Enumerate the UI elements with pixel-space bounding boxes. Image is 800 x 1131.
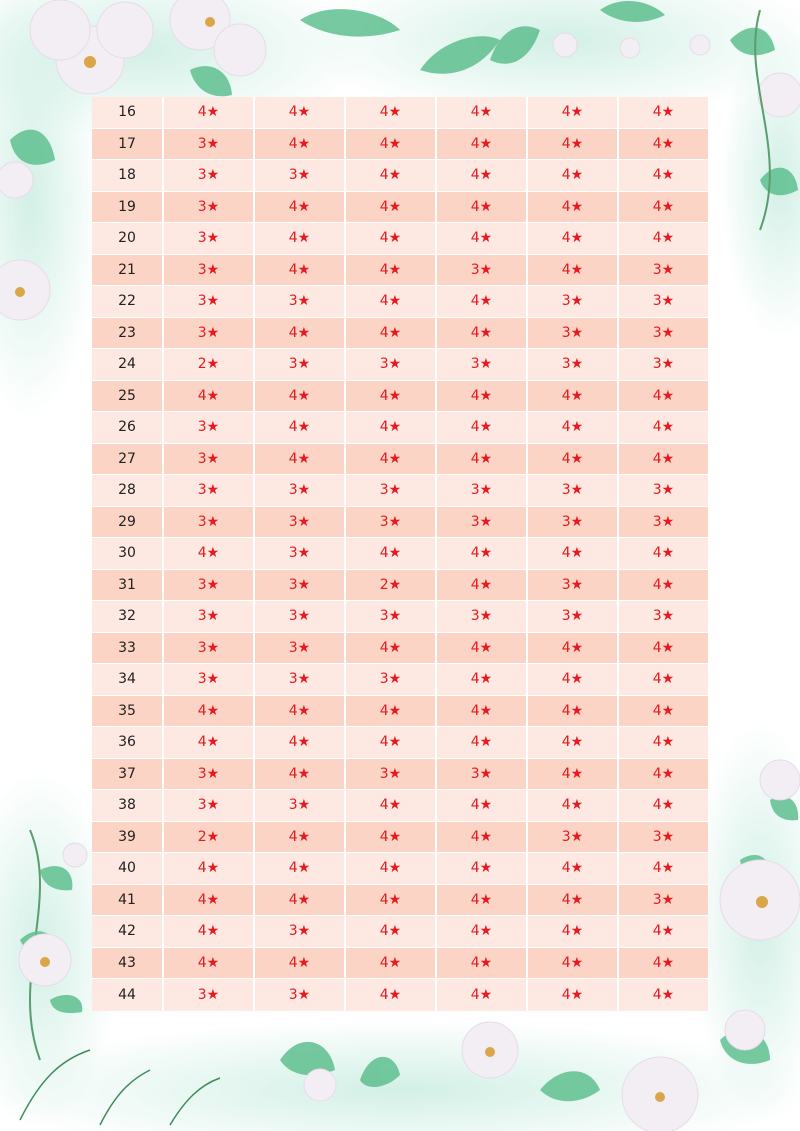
star-rating-cell: 3★ xyxy=(255,160,346,191)
star-rating-cell: 4★ xyxy=(437,727,528,758)
star-rating-cell: 4★ xyxy=(528,412,619,443)
star-rating-cell: 4★ xyxy=(255,885,346,916)
table-row xyxy=(92,822,708,854)
star-rating-cell: 3★ xyxy=(164,570,255,601)
row-number: 22 xyxy=(92,286,164,317)
star-rating-cell: 4★ xyxy=(619,853,708,884)
table-row xyxy=(92,790,708,822)
star-rating-cell: 4★ xyxy=(528,97,619,128)
star-rating-cell: 4★ xyxy=(437,538,528,569)
star-rating-cell: 2★ xyxy=(164,349,255,380)
row-number: 20 xyxy=(92,223,164,254)
star-rating-cell: 4★ xyxy=(528,696,619,727)
row-number: 38 xyxy=(92,790,164,821)
star-rating-cell: 4★ xyxy=(437,318,528,349)
star-rating-cell: 3★ xyxy=(437,759,528,790)
star-rating-cell: 4★ xyxy=(528,727,619,758)
star-rating-cell: 4★ xyxy=(528,664,619,695)
star-rating-cell: 3★ xyxy=(619,822,708,853)
star-rating-cell: 4★ xyxy=(164,97,255,128)
star-rating-cell: 3★ xyxy=(346,759,437,790)
star-rating-cell: 4★ xyxy=(528,633,619,664)
star-rating-cell: 3★ xyxy=(346,507,437,538)
row-number: 29 xyxy=(92,507,164,538)
star-rating-cell: 4★ xyxy=(528,192,619,223)
star-rating-cell: 4★ xyxy=(528,223,619,254)
star-rating-cell: 4★ xyxy=(346,822,437,853)
table-row xyxy=(92,885,708,917)
star-rating-cell: 4★ xyxy=(528,885,619,916)
star-rating-cell: 3★ xyxy=(255,601,346,632)
star-rating-cell: 4★ xyxy=(437,412,528,443)
star-rating-cell: 4★ xyxy=(346,790,437,821)
star-rating-cell: 4★ xyxy=(346,223,437,254)
table-row xyxy=(92,916,708,948)
star-rating-cell: 4★ xyxy=(437,286,528,317)
star-rating-cell: 4★ xyxy=(346,948,437,979)
star-rating-cell: 3★ xyxy=(528,570,619,601)
star-rating-cell: 3★ xyxy=(619,286,708,317)
star-rating-cell: 4★ xyxy=(619,381,708,412)
star-rating-cell: 4★ xyxy=(255,192,346,223)
star-rating-cell: 4★ xyxy=(437,853,528,884)
row-number: 26 xyxy=(92,412,164,443)
row-number: 37 xyxy=(92,759,164,790)
table-row xyxy=(92,381,708,413)
table-row xyxy=(92,475,708,507)
star-rating-cell: 3★ xyxy=(619,255,708,286)
star-rating-cell: 3★ xyxy=(346,349,437,380)
star-rating-cell: 3★ xyxy=(528,822,619,853)
row-number: 31 xyxy=(92,570,164,601)
star-rating-cell: 4★ xyxy=(164,948,255,979)
star-rating-cell: 3★ xyxy=(164,979,255,1011)
star-rating-cell: 4★ xyxy=(346,286,437,317)
row-number: 34 xyxy=(92,664,164,695)
star-rating-cell: 4★ xyxy=(346,160,437,191)
star-rating-cell: 4★ xyxy=(619,538,708,569)
table-row xyxy=(92,318,708,350)
star-rating-cell: 4★ xyxy=(528,160,619,191)
star-rating-cell: 4★ xyxy=(346,633,437,664)
table-row xyxy=(92,412,708,444)
star-rating-cell: 4★ xyxy=(528,255,619,286)
star-rating-cell: 4★ xyxy=(619,570,708,601)
table-row xyxy=(92,507,708,539)
star-rating-cell: 3★ xyxy=(528,507,619,538)
star-rating-cell: 4★ xyxy=(255,255,346,286)
star-rating-cell: 4★ xyxy=(528,538,619,569)
row-number: 33 xyxy=(92,633,164,664)
star-rating-cell: 4★ xyxy=(255,759,346,790)
star-rating-cell: 3★ xyxy=(619,349,708,380)
star-rating-cell: 3★ xyxy=(346,601,437,632)
star-rating-cell: 2★ xyxy=(346,570,437,601)
row-number: 41 xyxy=(92,885,164,916)
table-row xyxy=(92,948,708,980)
star-rating-cell: 4★ xyxy=(346,853,437,884)
star-rating-cell: 4★ xyxy=(437,696,528,727)
star-rating-cell: 3★ xyxy=(437,475,528,506)
star-rating-cell: 4★ xyxy=(255,948,346,979)
star-rating-cell: 4★ xyxy=(619,633,708,664)
table-row xyxy=(92,727,708,759)
star-rating-cell: 4★ xyxy=(619,979,708,1011)
star-rating-cell: 4★ xyxy=(346,538,437,569)
star-rating-cell: 4★ xyxy=(346,885,437,916)
star-rating-cell: 4★ xyxy=(255,97,346,128)
star-rating-cell: 4★ xyxy=(437,192,528,223)
star-rating-cell: 4★ xyxy=(528,444,619,475)
star-rating-cell: 4★ xyxy=(164,696,255,727)
star-rating-cell: 4★ xyxy=(619,948,708,979)
star-rating-cell: 3★ xyxy=(346,475,437,506)
star-rating-cell: 4★ xyxy=(437,822,528,853)
star-rating-cell: 3★ xyxy=(619,601,708,632)
row-number: 27 xyxy=(92,444,164,475)
star-rating-cell: 3★ xyxy=(255,570,346,601)
star-rating-cell: 3★ xyxy=(164,412,255,443)
star-rating-cell: 4★ xyxy=(437,633,528,664)
star-rating-cell: 3★ xyxy=(255,286,346,317)
row-number: 36 xyxy=(92,727,164,758)
star-rating-cell: 4★ xyxy=(619,916,708,947)
star-rating-cell: 4★ xyxy=(437,381,528,412)
star-rating-cell: 4★ xyxy=(346,381,437,412)
table-row xyxy=(92,759,708,791)
table-row xyxy=(92,129,708,161)
star-rating-cell: 4★ xyxy=(437,948,528,979)
table-row xyxy=(92,223,708,255)
star-rating-cell: 3★ xyxy=(619,885,708,916)
row-number: 44 xyxy=(92,979,164,1011)
star-rating-cell: 3★ xyxy=(528,318,619,349)
star-rating-cell: 4★ xyxy=(255,853,346,884)
table-row xyxy=(92,570,708,602)
row-number: 16 xyxy=(92,97,164,128)
star-rating-cell: 3★ xyxy=(255,633,346,664)
star-rating-cell: 4★ xyxy=(255,822,346,853)
star-rating-cell: 3★ xyxy=(528,475,619,506)
star-rating-cell: 4★ xyxy=(164,916,255,947)
star-rating-cell: 4★ xyxy=(255,223,346,254)
star-rating-cell: 3★ xyxy=(255,538,346,569)
star-rating-cell: 4★ xyxy=(437,664,528,695)
star-rating-cell: 4★ xyxy=(164,853,255,884)
star-rating-cell: 3★ xyxy=(164,444,255,475)
star-rating-cell: 3★ xyxy=(528,286,619,317)
star-rating-cell: 4★ xyxy=(255,444,346,475)
star-rating-cell: 4★ xyxy=(346,318,437,349)
star-rating-cell: 4★ xyxy=(346,255,437,286)
star-rating-cell: 3★ xyxy=(437,255,528,286)
row-number: 30 xyxy=(92,538,164,569)
star-rating-cell: 3★ xyxy=(164,507,255,538)
table-row xyxy=(92,97,708,129)
table-row xyxy=(92,853,708,885)
star-rating-cell: 4★ xyxy=(437,223,528,254)
star-rating-cell: 3★ xyxy=(164,255,255,286)
star-rating-cell: 4★ xyxy=(437,129,528,160)
star-rating-cell: 3★ xyxy=(255,916,346,947)
star-rating-cell: 3★ xyxy=(164,192,255,223)
star-rating-cell: 4★ xyxy=(255,318,346,349)
star-rating-cell: 4★ xyxy=(164,381,255,412)
row-number: 17 xyxy=(92,129,164,160)
star-rating-cell: 4★ xyxy=(255,727,346,758)
star-rating-cell: 2★ xyxy=(164,822,255,853)
star-rating-cell: 4★ xyxy=(164,727,255,758)
table-row xyxy=(92,160,708,192)
star-rating-cell: 4★ xyxy=(528,948,619,979)
star-rating-cell: 4★ xyxy=(619,192,708,223)
star-rating-cell: 4★ xyxy=(437,570,528,601)
star-rating-cell: 3★ xyxy=(164,759,255,790)
star-rating-cell: 3★ xyxy=(437,349,528,380)
star-rating-cell: 4★ xyxy=(619,696,708,727)
row-number: 40 xyxy=(92,853,164,884)
star-rating-cell: 4★ xyxy=(255,412,346,443)
star-rating-cell: 4★ xyxy=(346,696,437,727)
table-row xyxy=(92,696,708,728)
star-rating-cell: 3★ xyxy=(437,507,528,538)
star-rating-cell: 4★ xyxy=(619,664,708,695)
star-rating-cell: 3★ xyxy=(346,664,437,695)
star-rating-cell: 4★ xyxy=(619,727,708,758)
star-rating-cell: 3★ xyxy=(164,223,255,254)
star-rating-cell: 4★ xyxy=(346,97,437,128)
star-rating-cell: 3★ xyxy=(164,475,255,506)
star-rating-cell: 4★ xyxy=(346,129,437,160)
star-rating-cell: 4★ xyxy=(528,129,619,160)
table-row xyxy=(92,664,708,696)
row-number: 39 xyxy=(92,822,164,853)
star-rating-cell: 4★ xyxy=(437,790,528,821)
star-rating-cell: 4★ xyxy=(437,979,528,1011)
star-rating-cell: 3★ xyxy=(255,475,346,506)
table-row xyxy=(92,286,708,318)
star-rating-cell: 4★ xyxy=(346,412,437,443)
star-rating-cell: 4★ xyxy=(619,97,708,128)
star-rating-cell: 3★ xyxy=(164,790,255,821)
star-rating-cell: 3★ xyxy=(619,318,708,349)
table-row xyxy=(92,349,708,381)
star-rating-cell: 3★ xyxy=(164,601,255,632)
star-rating-cell: 4★ xyxy=(619,759,708,790)
star-rating-cell: 3★ xyxy=(164,664,255,695)
table-row xyxy=(92,444,708,476)
star-rating-cell: 4★ xyxy=(164,538,255,569)
star-rating-cell: 4★ xyxy=(164,885,255,916)
star-rating-cell: 4★ xyxy=(346,727,437,758)
row-number: 32 xyxy=(92,601,164,632)
star-rating-cell: 4★ xyxy=(619,223,708,254)
star-rating-cell: 4★ xyxy=(528,979,619,1011)
star-rating-cell: 4★ xyxy=(255,696,346,727)
table-row xyxy=(92,979,708,1011)
row-number: 35 xyxy=(92,696,164,727)
table-row xyxy=(92,255,708,287)
star-rating-cell: 3★ xyxy=(437,601,528,632)
star-rating-cell: 4★ xyxy=(528,381,619,412)
star-rating-cell: 4★ xyxy=(619,444,708,475)
star-rating-cell: 4★ xyxy=(528,759,619,790)
star-rating-cell: 4★ xyxy=(437,97,528,128)
star-rating-cell: 4★ xyxy=(619,790,708,821)
star-rating-cell: 4★ xyxy=(437,444,528,475)
star-rating-cell: 3★ xyxy=(164,286,255,317)
star-rating-cell: 3★ xyxy=(164,318,255,349)
star-rating-cell: 3★ xyxy=(255,979,346,1011)
star-rating-cell: 4★ xyxy=(346,916,437,947)
star-rating-cell: 3★ xyxy=(164,129,255,160)
table-row xyxy=(92,538,708,570)
star-rating-cell: 4★ xyxy=(528,853,619,884)
rating-table xyxy=(92,97,708,1011)
star-rating-cell: 4★ xyxy=(437,916,528,947)
star-rating-cell: 4★ xyxy=(619,160,708,191)
star-rating-cell: 3★ xyxy=(619,507,708,538)
star-rating-cell: 4★ xyxy=(619,129,708,160)
row-number: 19 xyxy=(92,192,164,223)
row-number: 24 xyxy=(92,349,164,380)
star-rating-cell: 4★ xyxy=(346,444,437,475)
row-number: 23 xyxy=(92,318,164,349)
table-row xyxy=(92,192,708,224)
row-number: 25 xyxy=(92,381,164,412)
star-rating-cell: 3★ xyxy=(164,633,255,664)
star-rating-cell: 4★ xyxy=(528,790,619,821)
star-rating-cell: 4★ xyxy=(528,916,619,947)
row-number: 18 xyxy=(92,160,164,191)
star-rating-cell: 3★ xyxy=(255,349,346,380)
star-rating-cell: 4★ xyxy=(437,160,528,191)
star-rating-cell: 4★ xyxy=(346,979,437,1011)
star-rating-cell: 4★ xyxy=(619,412,708,443)
star-rating-cell: 4★ xyxy=(255,129,346,160)
star-rating-cell: 3★ xyxy=(528,349,619,380)
row-number: 43 xyxy=(92,948,164,979)
row-number: 42 xyxy=(92,916,164,947)
table-row xyxy=(92,601,708,633)
star-rating-cell: 4★ xyxy=(346,192,437,223)
star-rating-cell: 3★ xyxy=(255,507,346,538)
star-rating-cell: 3★ xyxy=(255,664,346,695)
row-number: 28 xyxy=(92,475,164,506)
star-rating-cell: 3★ xyxy=(164,160,255,191)
star-rating-cell: 3★ xyxy=(528,601,619,632)
row-number: 21 xyxy=(92,255,164,286)
star-rating-cell: 4★ xyxy=(255,381,346,412)
star-rating-cell: 4★ xyxy=(437,885,528,916)
star-rating-cell: 3★ xyxy=(619,475,708,506)
table-row xyxy=(92,633,708,665)
star-rating-cell: 3★ xyxy=(255,790,346,821)
